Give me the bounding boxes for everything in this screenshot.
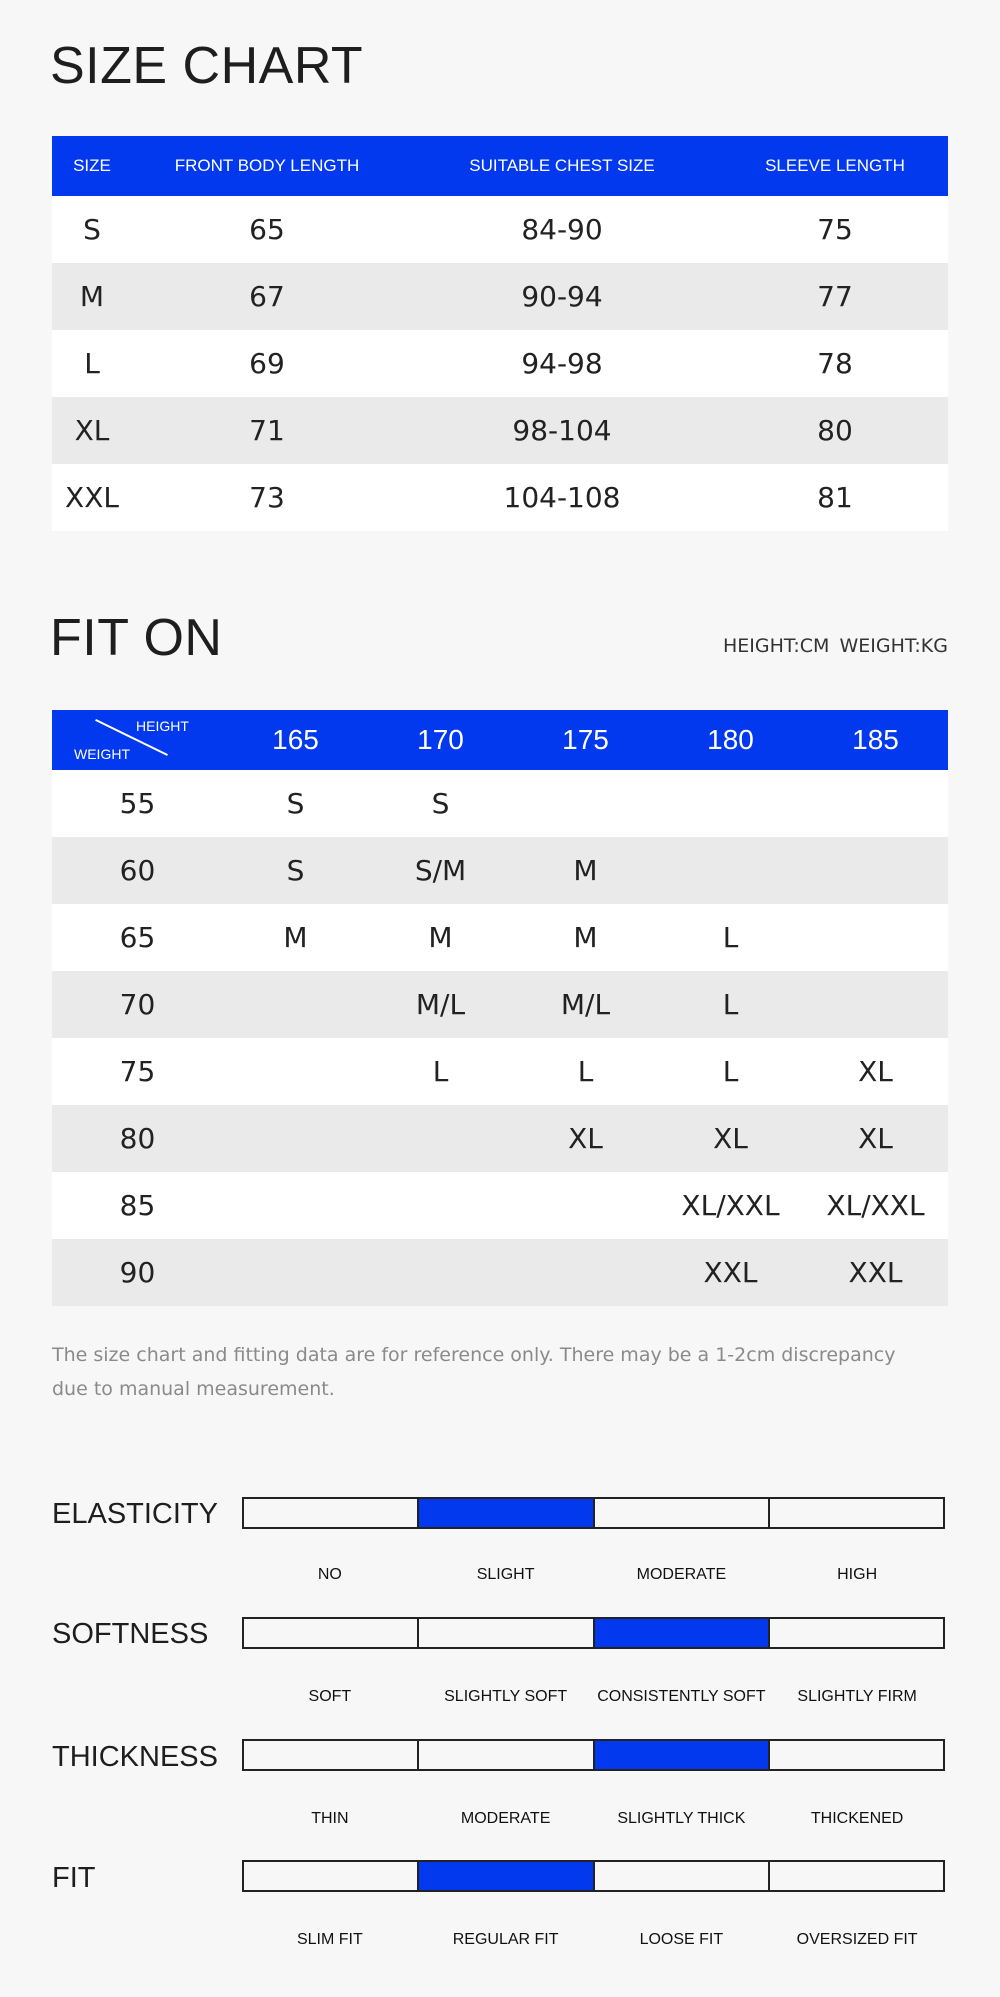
size-cell: XL bbox=[74, 414, 110, 447]
scale-segment bbox=[770, 1741, 943, 1769]
scale-bar-elasticity bbox=[242, 1497, 945, 1529]
scale-segment bbox=[244, 1619, 419, 1647]
chest-cell: 94-98 bbox=[521, 347, 603, 380]
table-row bbox=[52, 837, 948, 904]
fit-size-cell: L bbox=[432, 1055, 449, 1088]
table-row bbox=[52, 330, 948, 397]
scale-option-label: OVERSIZED FIT bbox=[796, 1931, 918, 1948]
scale-option-label: SLIGHT bbox=[476, 1566, 535, 1583]
scale-option-label: SLIM FIT bbox=[296, 1931, 363, 1948]
table-row bbox=[52, 1038, 948, 1105]
size-chart-title: SIZE CHART bbox=[50, 37, 364, 95]
scale-segment-selected bbox=[595, 1741, 770, 1769]
length-cell: 67 bbox=[249, 280, 285, 313]
chest-cell: 84-90 bbox=[521, 213, 603, 246]
fit-size-cell bbox=[803, 770, 948, 837]
table-row bbox=[52, 770, 948, 837]
scale-options bbox=[242, 1688, 945, 1706]
scale-options bbox=[242, 1810, 945, 1828]
fit-size-cell bbox=[223, 1239, 368, 1306]
size-cell: M bbox=[79, 280, 105, 313]
fit-size-cell bbox=[513, 770, 658, 837]
fit-size-cell: L bbox=[577, 1055, 594, 1088]
scale-options bbox=[242, 1931, 945, 1949]
column-header-front-body-length: FRONT BODY LENGTH bbox=[174, 156, 360, 175]
fit-size-cell bbox=[513, 1239, 658, 1306]
fit-size-cell bbox=[803, 837, 948, 904]
scale-option-label: HIGH bbox=[837, 1566, 878, 1583]
fit-size-cell bbox=[223, 971, 368, 1038]
column-header-chest-size: SUITABLE CHEST SIZE bbox=[469, 156, 655, 175]
fit-size-cell bbox=[803, 971, 948, 1038]
fit-size-cell bbox=[803, 904, 948, 971]
scale-option-label: CONSISTENTLY SOFT bbox=[597, 1688, 766, 1705]
scale-segment bbox=[419, 1619, 594, 1647]
scale-option-label: THIN bbox=[311, 1810, 349, 1827]
scale-segment-selected bbox=[595, 1619, 770, 1647]
weight-cell: 60 bbox=[119, 854, 156, 887]
size-chart-table bbox=[52, 136, 948, 531]
sleeve-cell: 75 bbox=[817, 213, 853, 246]
fit-size-cell: XXL bbox=[848, 1256, 903, 1289]
length-cell: 65 bbox=[249, 213, 285, 246]
fit-size-cell: M/L bbox=[415, 988, 466, 1021]
scale-bar-thickness bbox=[242, 1739, 945, 1771]
table-row bbox=[52, 1172, 948, 1239]
fit-size-cell: S bbox=[431, 787, 450, 820]
sleeve-cell: 77 bbox=[817, 280, 853, 313]
fit-size-cell bbox=[223, 1172, 368, 1239]
fit-size-cell: M bbox=[573, 921, 598, 954]
fit-size-cell bbox=[513, 1172, 658, 1239]
fit-size-cell: M/L bbox=[560, 988, 611, 1021]
scale-option-label: SLIGHTLY SOFT bbox=[444, 1688, 568, 1705]
weight-cell: 75 bbox=[119, 1055, 156, 1088]
chest-cell: 90-94 bbox=[521, 280, 603, 313]
table-row bbox=[52, 1239, 948, 1306]
scale-bar-fit bbox=[242, 1860, 945, 1892]
chest-cell: 98-104 bbox=[512, 414, 612, 447]
scale-option-label: THICKENED bbox=[810, 1810, 904, 1827]
scale-segment bbox=[770, 1619, 943, 1647]
table-row bbox=[52, 464, 948, 531]
fit-size-cell bbox=[368, 1172, 513, 1239]
scale-segment bbox=[595, 1862, 770, 1890]
height-header: 170 bbox=[417, 724, 464, 755]
scale-options bbox=[242, 1566, 945, 1584]
fit-size-cell: L bbox=[722, 988, 739, 1021]
scale-segment bbox=[244, 1499, 419, 1527]
fit-size-cell: XL/XXL bbox=[681, 1189, 780, 1222]
scale-option-label: REGULAR FIT bbox=[452, 1931, 559, 1948]
scale-segment bbox=[770, 1862, 943, 1890]
fit-on-table bbox=[52, 710, 948, 1306]
scale-segment bbox=[770, 1499, 943, 1527]
corner-height-label: HEIGHT bbox=[136, 718, 189, 734]
height-header: 175 bbox=[562, 724, 609, 755]
fit-size-cell: S/M bbox=[414, 854, 467, 887]
fit-size-cell: L bbox=[722, 921, 739, 954]
fit-size-cell: XL bbox=[713, 1122, 748, 1155]
scale-option-label: NO bbox=[317, 1566, 342, 1583]
scale-option-label: SLIGHTLY FIRM bbox=[797, 1688, 917, 1705]
fit-size-cell bbox=[368, 1105, 513, 1172]
fit-size-cell: S bbox=[286, 787, 305, 820]
size-chart-header-row bbox=[52, 136, 948, 196]
fit-size-cell bbox=[658, 837, 803, 904]
scale-option-label: LOOSE FIT bbox=[639, 1931, 724, 1948]
scale-label-thickness: THICKNESS bbox=[52, 1741, 218, 1773]
length-cell: 71 bbox=[249, 414, 285, 447]
weight-cell: 70 bbox=[119, 988, 156, 1021]
size-cell: L bbox=[84, 347, 100, 380]
weight-cell: 90 bbox=[119, 1256, 156, 1289]
weight-cell: 80 bbox=[119, 1122, 156, 1155]
corner-weight-label: WEIGHT bbox=[74, 746, 130, 762]
scale-segment bbox=[419, 1741, 594, 1769]
height-header: 180 bbox=[707, 724, 754, 755]
length-cell: 73 bbox=[249, 481, 285, 514]
fit-size-cell: XL bbox=[568, 1122, 603, 1155]
size-cell: XXL bbox=[65, 481, 119, 514]
fit-size-cell: M bbox=[283, 921, 308, 954]
fit-size-cell: M bbox=[428, 921, 453, 954]
table-row bbox=[52, 397, 948, 464]
table-row bbox=[52, 1105, 948, 1172]
weight-cell: 65 bbox=[119, 921, 156, 954]
weight-cell: 55 bbox=[119, 787, 156, 820]
height-header: 165 bbox=[272, 724, 319, 755]
fit-size-cell bbox=[223, 1038, 368, 1105]
fit-on-title: FIT ON bbox=[50, 609, 223, 667]
scale-segment-selected bbox=[419, 1499, 594, 1527]
scale-label-softness: SOFTNESS bbox=[52, 1618, 209, 1650]
scale-label-fit: FIT bbox=[52, 1862, 96, 1894]
sleeve-cell: 80 bbox=[817, 414, 853, 447]
sleeve-cell: 78 bbox=[817, 347, 853, 380]
disclaimer-note: The size chart and fitting data are for reference only. There may be a 1-2cm discrepancy due to manual measurement. bbox=[52, 1344, 896, 1400]
table-row bbox=[52, 263, 948, 330]
column-header-sleeve-length: SLEEVE LENGTH bbox=[765, 156, 905, 175]
chest-cell: 104-108 bbox=[503, 481, 621, 514]
fit-size-cell: XL/XXL bbox=[826, 1189, 925, 1222]
fit-size-cell bbox=[658, 770, 803, 837]
fit-size-cell bbox=[368, 1239, 513, 1306]
scale-label-elasticity: ELASTICITY bbox=[52, 1498, 218, 1530]
scale-segment-selected bbox=[419, 1862, 594, 1890]
fit-size-cell bbox=[223, 1105, 368, 1172]
units-note: HEIGHT:CM WEIGHT:KG bbox=[722, 635, 948, 657]
scale-option-label: MODERATE bbox=[460, 1810, 551, 1827]
fit-size-cell: S bbox=[286, 854, 305, 887]
fit-size-cell: L bbox=[722, 1055, 739, 1088]
height-header: 185 bbox=[852, 724, 899, 755]
fit-size-cell: XXL bbox=[703, 1256, 758, 1289]
corner-header bbox=[52, 710, 223, 770]
sleeve-cell: 81 bbox=[817, 481, 853, 514]
table-row bbox=[52, 904, 948, 971]
scale-option-label: MODERATE bbox=[636, 1566, 727, 1583]
fit-size-cell: XL bbox=[858, 1122, 893, 1155]
table-row bbox=[52, 196, 948, 263]
column-header-size: SIZE bbox=[73, 156, 111, 175]
fit-size-cell: M bbox=[573, 854, 598, 887]
scale-segment bbox=[244, 1741, 419, 1769]
weight-cell: 85 bbox=[119, 1189, 156, 1222]
fit-on-header-row bbox=[52, 710, 948, 770]
fit-size-cell: XL bbox=[858, 1055, 893, 1088]
scale-bar-softness bbox=[242, 1617, 945, 1649]
length-cell: 69 bbox=[249, 347, 285, 380]
scale-option-label: SOFT bbox=[308, 1688, 352, 1705]
scale-option-label: SLIGHTLY THICK bbox=[617, 1810, 746, 1827]
table-row bbox=[52, 971, 948, 1038]
size-cell: S bbox=[83, 213, 101, 246]
scale-segment bbox=[595, 1499, 770, 1527]
scale-segment bbox=[244, 1862, 419, 1890]
